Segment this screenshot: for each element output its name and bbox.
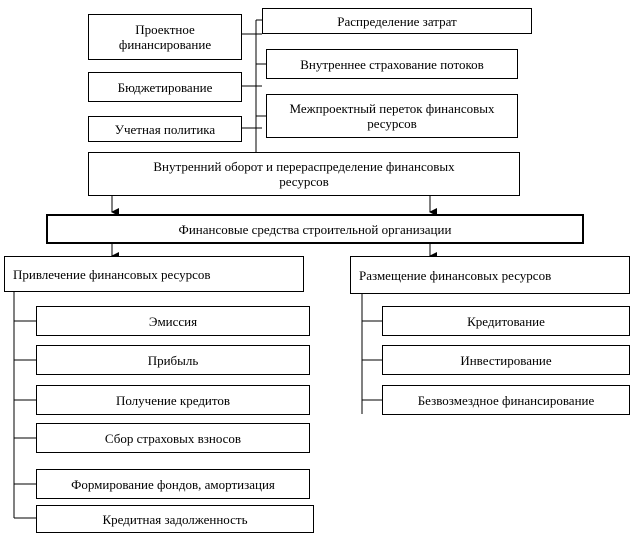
box-project-financing: Проектное финансирование: [88, 14, 242, 60]
box-crediting: Кредитование: [382, 306, 630, 336]
box-gratuitous-financing: Безвозмездное финансирование: [382, 385, 630, 415]
box-insurance-fees: Сбор страховых взносов: [36, 423, 310, 453]
box-investing: Инвестирование: [382, 345, 630, 375]
box-funds-amortization: Формирование фондов, амортизация: [36, 469, 310, 499]
box-loans-received: Получение кредитов: [36, 385, 310, 415]
box-internal-flow-insurance: Внутреннее страхование потоков: [266, 49, 518, 79]
box-cost-distribution: Распределение затрат: [262, 8, 532, 34]
box-financial-means: Финансовые средства строительной организации: [46, 214, 584, 244]
box-profit: Прибыль: [36, 345, 310, 375]
box-internal-turnover: Внутренний оборот и перераспределение финансовых ресурсов: [88, 152, 520, 196]
box-accounting-policy: Учетная политика: [88, 116, 242, 142]
box-interproject-flow: Межпроектный переток финансовых ресурсов: [266, 94, 518, 138]
box-attraction: Привлечение финансовых ресурсов: [4, 256, 304, 292]
box-emission: Эмиссия: [36, 306, 310, 336]
box-credit-debt: Кредитная задолженность: [36, 505, 314, 533]
box-budgeting: Бюджетирование: [88, 72, 242, 102]
box-placement: Размещение финансовых ресурсов: [350, 256, 630, 294]
